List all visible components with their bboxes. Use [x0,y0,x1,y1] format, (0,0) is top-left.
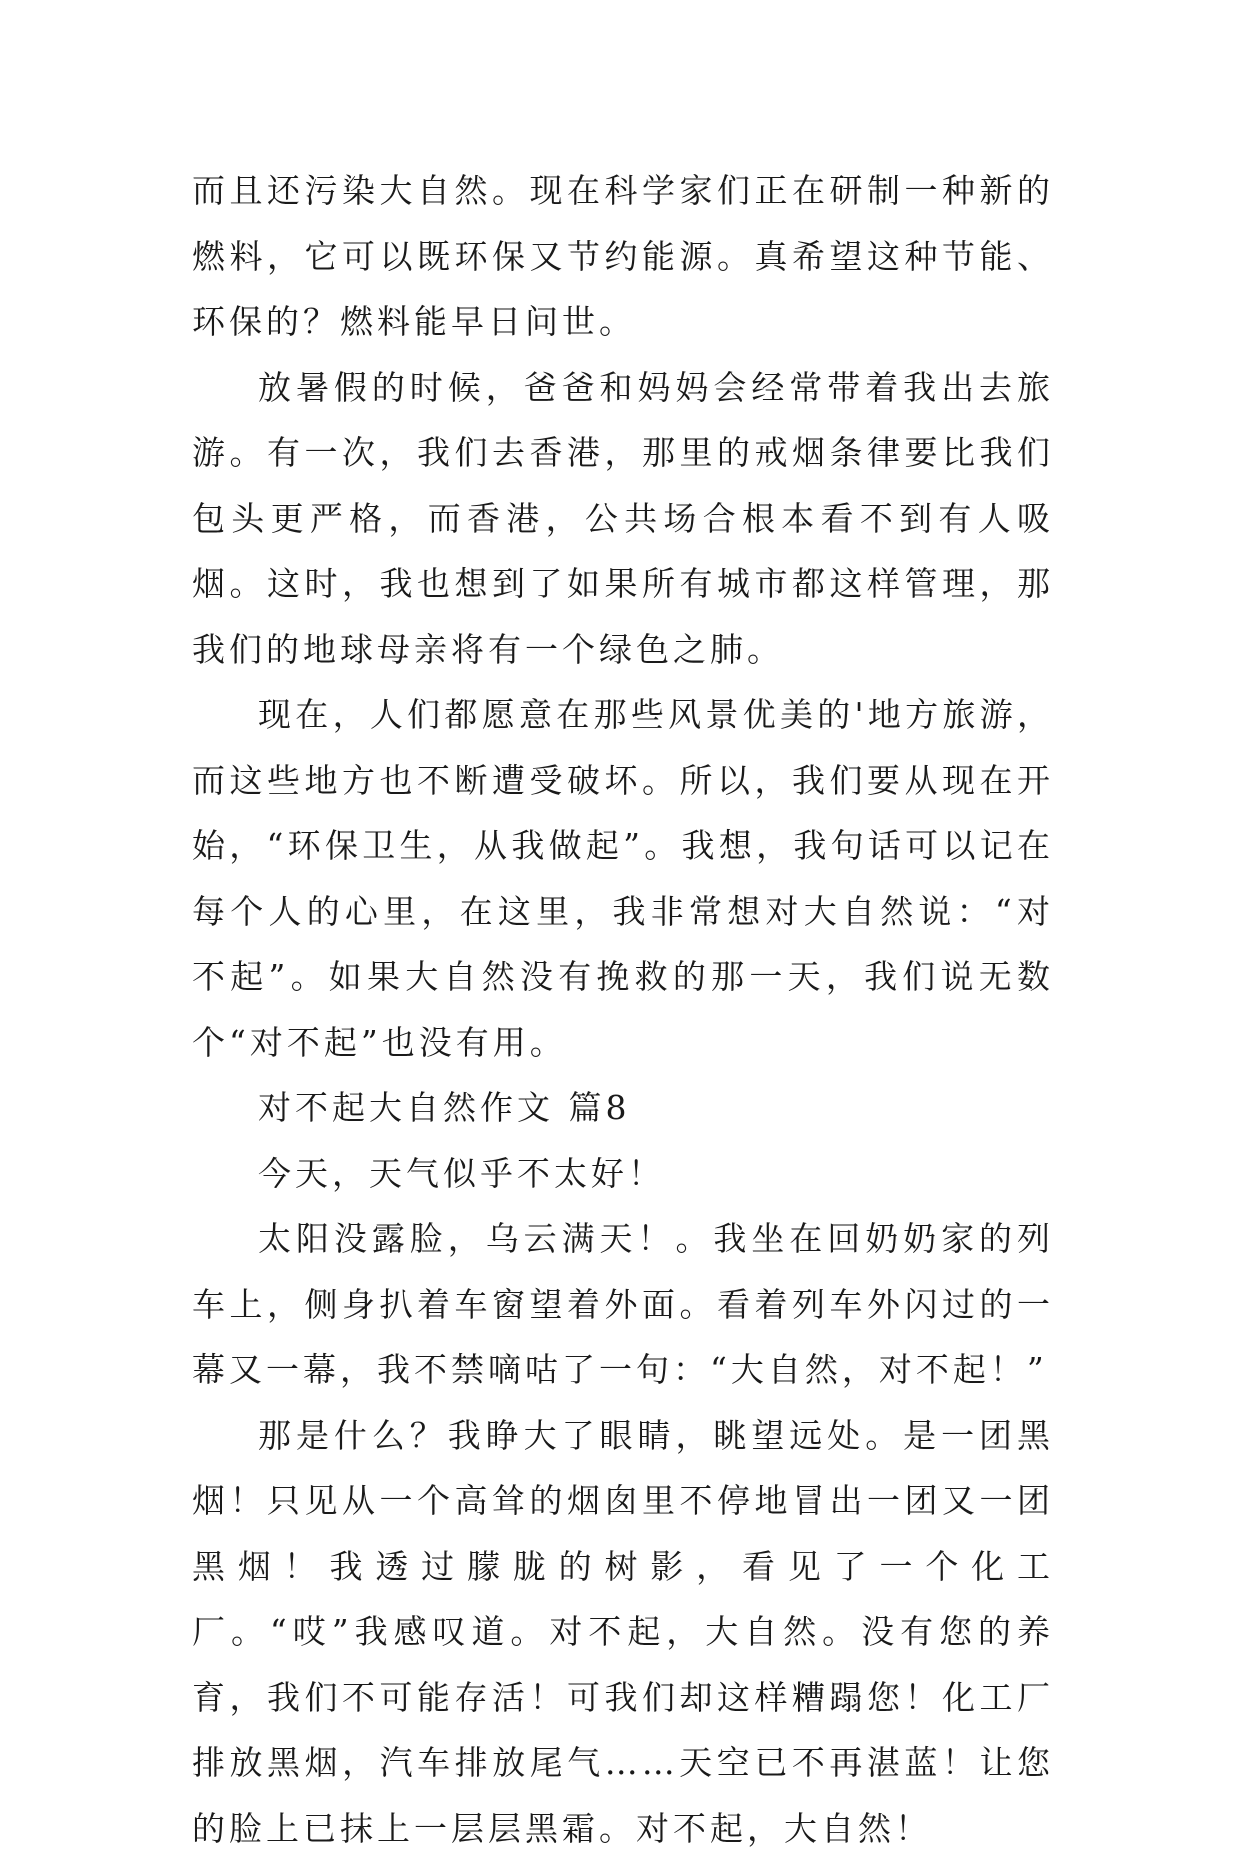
paragraph-5: 今天，天气似乎不太好！ [192,1141,1054,1207]
paragraph-2: 放暑假的时候，爸爸和妈妈会经常带着我出去旅游。有一次，我们去香港，那里的戒烟条律要比我们包头更严格，而香港，公共场合根本看不到有人吸烟。这时，我也想到了如果所有城市都这样管理，那我们的地球母亲将有一个绿色之肺。 [192,355,1054,683]
paragraph-6: 太阳没露脸，乌云满天！。我坐在回奶奶家的列车上，侧身扒着车窗望着外面。看着列车外闪过的一幕又一幕，我不禁嘀咕了一句：“大自然，对不起！” [192,1206,1054,1403]
paragraph-3: 现在，人们都愿意在那些风景优美的'地方旅游，而这些地方也不断遭受破坏。所以，我们要从现在开始，“环保卫生，从我做起”。我想，我句话可以记在每个人的心里，在这里，我非常想对大自然说：“对不起”。如果大自然没有挽救的那一天，我们说无数个“对不起”也没有用。 [192,682,1054,1075]
section-heading: 对不起大自然作文 篇8 [192,1075,1054,1141]
paragraph-1: 而且还污染大自然。现在科学家们正在研制一种新的燃料，它可以既环保又节约能源。真希望这种节能、环保的？燃料能早日问世。 [192,158,1054,355]
document-body [192,158,1054,1861]
paragraph-7: 那是什么？我睁大了眼睛，眺望远处。是一团黑烟！只见从一个高耸的烟囱里不停地冒出一团又一团黑烟！我透过朦胧的树影，看见了一个化工厂。“哎”我感叹道。对不起，大自然。没有您的养育，我们不可能存活！可我们却这样糟蹋您！化工厂排放黑烟，汽车排放尾气……天空已不再湛蓝！让您的脸上已抹上一层层黑霜。对不起，大自然！ [192,1403,1054,1861]
